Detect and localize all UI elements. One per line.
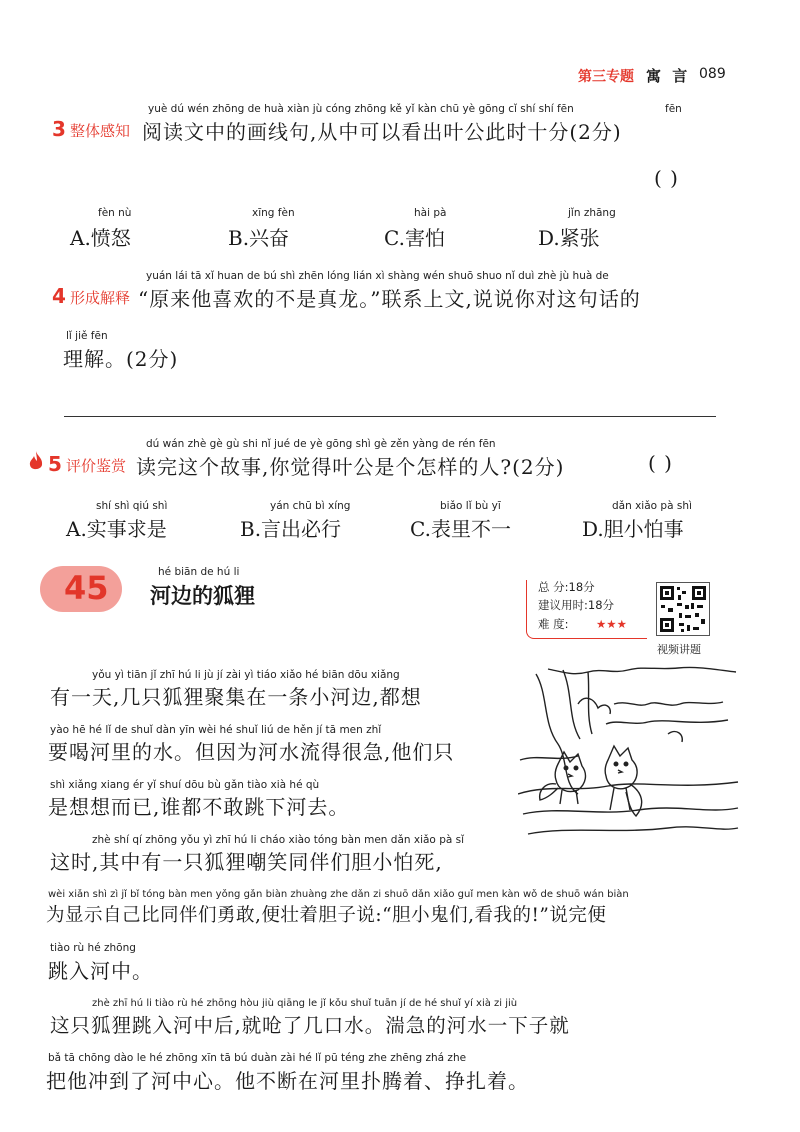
q5-opt-d-pinyin: dǎn xiǎo pà shì bbox=[612, 500, 692, 512]
q5-text: 读完这个故事,你觉得叶公是个怎样的人?(2分) bbox=[136, 455, 565, 479]
q5-opt-c-pinyin: biǎo lǐ bù yī bbox=[440, 500, 501, 512]
q3-option-d[interactable]: D.紧张 bbox=[538, 226, 600, 250]
fire-icon bbox=[28, 450, 44, 472]
q3-pinyin-fen: fēn bbox=[665, 103, 682, 115]
section-label: 第三专题 bbox=[578, 69, 634, 85]
q3-opt-d-pinyin: jǐn zhāng bbox=[568, 207, 616, 219]
q5-option-d[interactable]: D.胆小怕事 bbox=[582, 517, 684, 541]
q5-opt-a-pinyin: shí shì qiú shì bbox=[96, 500, 168, 512]
q5-opt-b-pinyin: yán chū bì xíng bbox=[270, 500, 351, 512]
q4-pinyin-line2: lǐ jiě fēn bbox=[66, 330, 108, 342]
q5-answer-paren[interactable]: ( ) bbox=[648, 451, 673, 475]
q4-text: “原来他喜欢的不是真龙。”联系上文,说说你对这句话的 bbox=[138, 287, 641, 311]
passage-line-8: 把他冲到了河中心。他不断在河里扑腾着、挣扎着。 bbox=[46, 1069, 529, 1093]
q4-tag: 形成解释 bbox=[70, 289, 131, 307]
passage-pinyin-1: yǒu yì tiān jǐ zhī hú li jù jí zài yì tiáo xiǎo hé biān dōu xiǎng bbox=[92, 669, 400, 681]
q4-pinyin: yuán lái tā xǐ huan de bú shì zhēn lóng lián xì shàng wén shuō shuo nǐ duì zhè jù huà de bbox=[146, 270, 609, 282]
q4-number: 4 bbox=[52, 284, 66, 308]
q5-option-b[interactable]: B.言出必行 bbox=[240, 517, 342, 541]
passage-line-2: 要喝河里的水。但因为河水流得很急,他们只 bbox=[48, 740, 455, 764]
info-total: 总 分:18分 bbox=[538, 580, 595, 594]
info-difficulty-label: 难 度: bbox=[538, 617, 569, 631]
passage-pinyin-2: yào hē hé lǐ de shuǐ dàn yīn wèi hé shuǐ liú de hěn jí tā men zhǐ bbox=[50, 724, 382, 736]
passage-line-5: 为显示自己比同伴们勇敢,便壮着胆子说:“胆小鬼们,看我的!”说完便 bbox=[46, 905, 607, 926]
q3-text: 阅读文中的画线句,从中可以看出叶公此时十分(2分) bbox=[142, 120, 622, 144]
q4-answer-line[interactable] bbox=[64, 416, 716, 417]
passage-line-1: 有一天,几只狐狸聚集在一条小河边,都想 bbox=[50, 685, 422, 709]
page-number: 089 bbox=[699, 66, 726, 82]
q5-pinyin: dú wán zhè gè gù shi nǐ jué de yè gōng shì gè zěn yàng de rén fēn bbox=[146, 438, 496, 450]
q5-option-c[interactable]: C.表里不一 bbox=[410, 517, 511, 541]
q3-answer-paren[interactable]: ( ) bbox=[654, 166, 679, 190]
passage-pinyin-8: bǎ tā chōng dào le hé zhōng xīn tā bú duàn zài hé lǐ pū téng zhe zhēng zhá zhe bbox=[48, 1052, 467, 1064]
q3-option-b[interactable]: B.兴奋 bbox=[228, 226, 290, 250]
qr-caption: 视频讲题 bbox=[657, 643, 701, 656]
q3-opt-a-pinyin: fèn nù bbox=[98, 207, 132, 219]
passage-line-4: 这时,其中有一只狐狸嘲笑同伴们胆小怕死, bbox=[50, 850, 443, 874]
qr-code-icon[interactable] bbox=[656, 582, 710, 636]
q3-tag: 整体感知 bbox=[70, 122, 131, 140]
fox-river-illustration bbox=[518, 664, 740, 842]
passage-pinyin-3: shì xiǎng xiang ér yǐ shuí dōu bù gǎn tiào xià hé qù bbox=[50, 779, 320, 791]
q5-number: 5 bbox=[48, 452, 62, 476]
passage-pinyin-4: zhè shí qí zhōng yǒu yì zhī hú li cháo xiào tóng bàn men dǎn xiǎo pà sǐ bbox=[92, 834, 465, 846]
info-time: 建议用时:18分 bbox=[538, 598, 615, 612]
passage-line-6: 跳入河中。 bbox=[48, 959, 153, 983]
q3-opt-b-pinyin: xīng fèn bbox=[252, 207, 295, 219]
q3-option-c[interactable]: C.害怕 bbox=[384, 226, 445, 250]
q3-number: 3 bbox=[52, 117, 66, 141]
passage-line-3: 是想想而已,谁都不敢跳下河去。 bbox=[48, 795, 350, 819]
passage-pinyin-5: wèi xiǎn shì zì jǐ bǐ tóng bàn men yǒng gǎn biàn zhuàng zhe dǎn zi shuō dǎn xiǎo guǐ men kàn wǒ de shuō wán biàn bbox=[48, 889, 629, 900]
lesson-title-pinyin: hé biān de hú li bbox=[158, 566, 240, 578]
section-title: 寓 言 bbox=[646, 67, 691, 85]
q3-pinyin: yuè dú wén zhōng de huà xiàn jù cóng zhōng kě yǐ kàn chū yè gōng cǐ shí shí fēn bbox=[148, 103, 574, 115]
passage-line-7: 这只狐狸跳入河中后,就呛了几口水。湍急的河水一下子就 bbox=[50, 1014, 570, 1037]
difficulty-stars: ★★★ bbox=[596, 617, 627, 631]
lesson-number: 45 bbox=[64, 569, 109, 607]
passage-pinyin-7: zhè zhī hú li tiào rù hé zhōng hòu jiù qiāng le jǐ kǒu shuǐ tuān jí de hé shuǐ yí xià zi jiù bbox=[92, 998, 518, 1009]
passage-pinyin-6: tiào rù hé zhōng bbox=[50, 942, 136, 954]
q3-opt-c-pinyin: hài pà bbox=[414, 207, 447, 219]
q3-option-a[interactable]: A.愤怒 bbox=[70, 226, 131, 250]
q4-text-line2: 理解。(2分) bbox=[63, 347, 179, 371]
q5-tag: 评价鉴赏 bbox=[66, 457, 127, 475]
lesson-title: 河边的狐狸 bbox=[150, 584, 255, 608]
q5-option-a[interactable]: A.实事求是 bbox=[66, 517, 167, 541]
